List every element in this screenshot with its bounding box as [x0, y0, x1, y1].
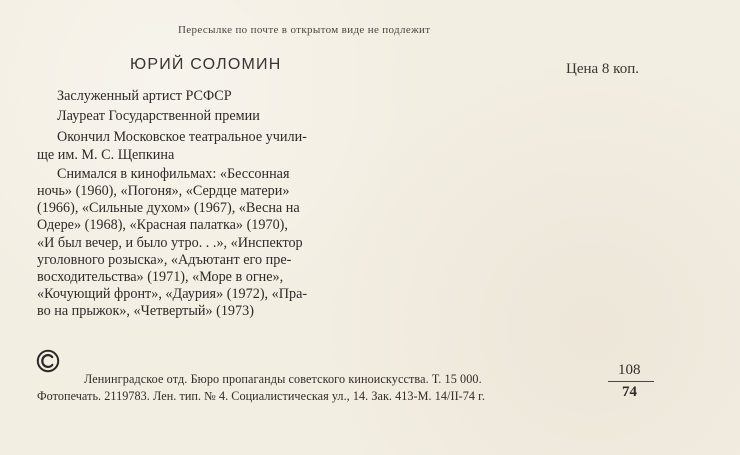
- catalog-fraction: [608, 362, 654, 404]
- bio-line-6: ночь» (1960), «Погоня», «Сердце матери»: [37, 183, 290, 200]
- bio-line-2: Лауреат Государственной премии: [57, 108, 260, 125]
- bio-line-3: Окончил Московское театральное учили-: [57, 129, 307, 146]
- bio-line-13: во на прыжок», «Четвертый» (1973): [37, 303, 254, 320]
- fraction-bar: [608, 381, 654, 382]
- bio-line-8: Одере» (1968), «Красная палатка» (1970),: [37, 217, 288, 234]
- bio-line-4: ще им. М. С. Щепкина: [37, 146, 175, 163]
- bio-line-12: «Кочующий фронт», «Даурия» (1972), «Пра-: [37, 286, 308, 303]
- biography-block: [37, 88, 372, 321]
- fraction-denominator: 74: [622, 384, 637, 400]
- publisher-line: Ленинградское отд. Бюро пропаганды советского киноискусства. Т. 15 000.: [84, 372, 482, 386]
- bio-line-11: восходительства» (1971), «Море в огне»,: [37, 269, 284, 286]
- bio-line-1: Заслуженный артист РСФСР: [57, 88, 232, 104]
- actor-name: ЮРИЙ СОЛОМИН: [130, 56, 282, 73]
- copyright-icon: [36, 349, 60, 373]
- mail-notice: Пересылке по почте в открытом виде не подлежит: [178, 24, 431, 36]
- bio-line-7: (1966), «Сильные духом» (1967), «Весна на: [37, 200, 300, 217]
- print-details-line: Фотопечать. 2119783. Лен. тип. № 4. Социалистическая ул., 14. Зак. 413-М. 14/II-74 г.: [37, 389, 485, 403]
- fraction-numerator: 108: [618, 362, 641, 378]
- bio-line-10: уголовного розыска», «Адъютант его пре-: [37, 251, 292, 268]
- bio-line-5: Снимался в кинофильмах: «Бессонная: [57, 165, 290, 182]
- bio-line-9: «И был вечер, и было утро. . .», «Инспектор: [37, 234, 303, 251]
- price-label: Цена 8 коп.: [566, 61, 639, 77]
